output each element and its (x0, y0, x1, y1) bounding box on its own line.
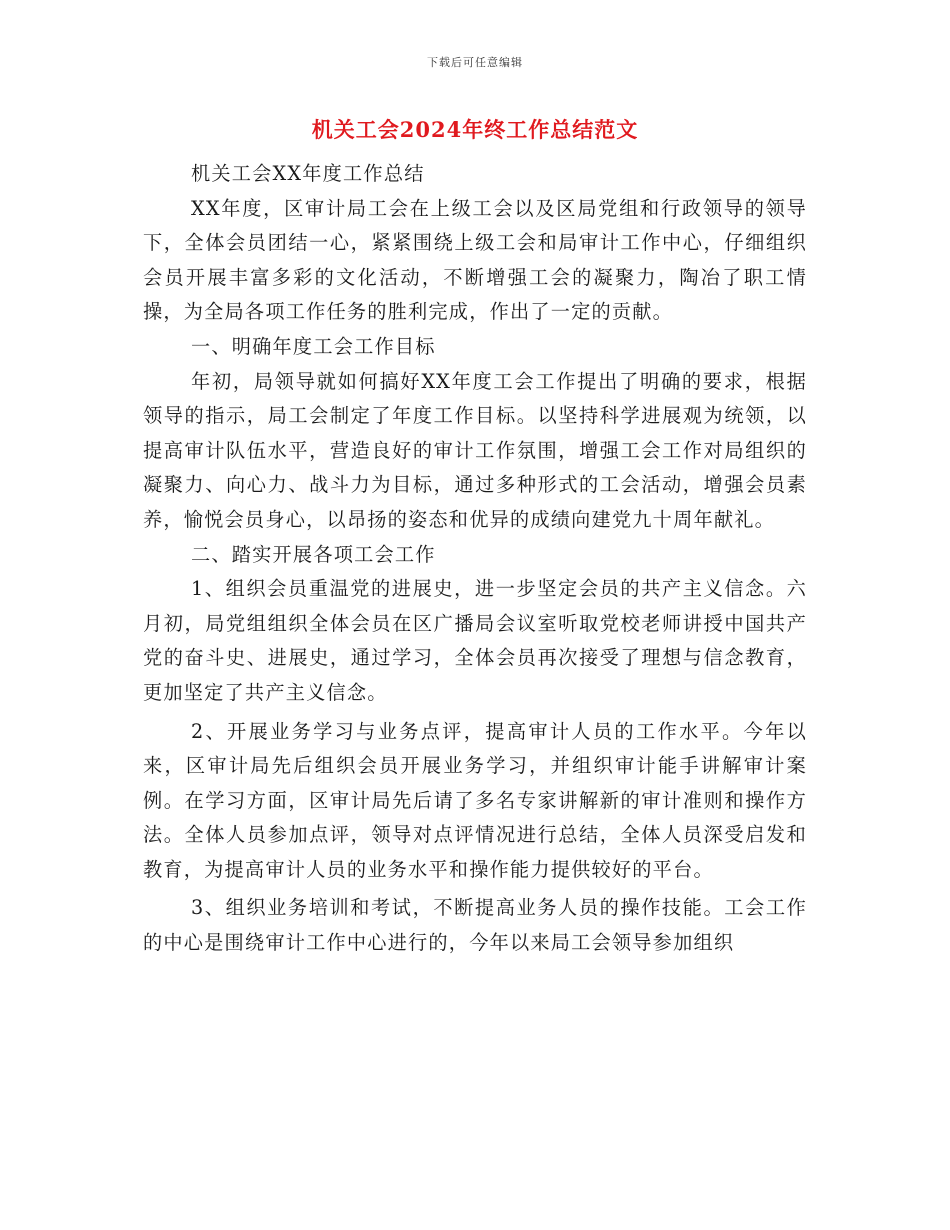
section-heading-1: 一、明确年度工会工作目标 (191, 334, 436, 358)
section-heading-2: 二、踏实开展各项工会工作 (191, 542, 436, 566)
paragraph-item-2: 2、开展业务学习与业务点评，提高审计人员的工作水平。今年以来，区审计局先后组织会员开展业务学习，并组织审计能手讲解审计案例。在学习方面，区审计局先后请了多名专家讲解新的审计准则和操作方法。全体人员参加点评，领导对点评情况进行总结，全体人员深受启发和教育，为提高审计人员的业务水平和操作能力提供较好的平台。 (143, 719, 807, 881)
document-title: 机关工会2024年终工作总结范文 (311, 117, 639, 142)
paragraph-intro: XX年度，区审计局工会在上级工会以及区局党组和行政领导的领导下，全体会员团结一心，紧紧围绕上级工会和局审计工作中心，仔细组织会员开展丰富多彩的文化活动，不断增强工会的凝聚力，陶冶了职工情操，为全局各项工作任务的胜利完成，作出了一定的贡献。 (143, 196, 807, 324)
paragraph-subtitle: 机关工会XX年度工作总结 (191, 162, 425, 185)
header-note: 下载后可任意编辑 (427, 56, 523, 69)
paragraph-section-1: 年初，局领导就如何搞好XX年度工会工作提出了明确的要求，根据领导的指示，局工会制定了年度工作目标。以坚持科学进展观为统领，以提高审计队伍水平，营造良好的审计工作氛围，增强工会工作对局组织的凝聚力、向心力、战斗力为目标，通过多种形式的工会活动，增强会员素养，愉悦会员身心，以昂扬的姿态和优异的成绩向建党九十周年献礼。 (143, 369, 807, 531)
paragraph-item-1: 1、组织会员重温党的进展史，进一步坚定会员的共产主义信念。六月初，局党组组织全体会员在区广播局会议室听取党校老师讲授中国共产党的奋斗史、进展史，通过学习，全体会员再次接受了理想与信念教育，更加坚定了共产主义信念。 (143, 577, 807, 704)
document-body (143, 157, 807, 961)
paragraph-item-3: 3、组织业务培训和考试，不断提高业务人员的操作技能。工会工作的中心是围绕审计工作中心进行的，今年以来局工会领导参加组织 (143, 896, 807, 955)
